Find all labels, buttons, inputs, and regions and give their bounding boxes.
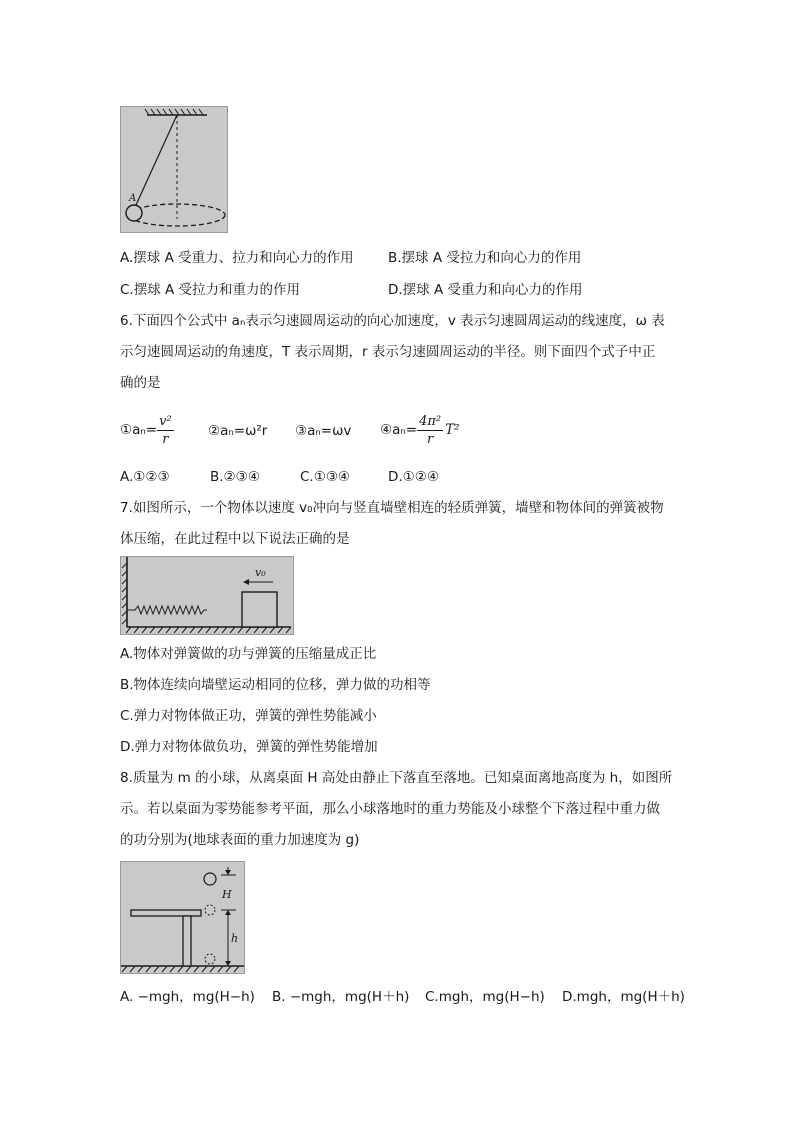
q7-option-a: A.物体对弹簧做的功与弹簧的压缩量成正比 [120, 646, 377, 662]
q6-formula-4 [380, 408, 460, 452]
q8-stem-line3: 的功分别为(地球表面的重力加速度为 g) [120, 832, 360, 848]
q6-formula-3: ③aₙ=ωv [295, 423, 352, 439]
q5-option-b: B.摆球 A 受拉力和向心力的作用 [388, 250, 582, 266]
q6-formula-1 [120, 408, 174, 452]
q7-option-c: C.弹力对物体做正功，弹簧的弹性势能减小 [120, 708, 377, 724]
q6-formula-1-prefix: ①aₙ= [120, 422, 158, 438]
pendulum-label-a: A [129, 193, 137, 204]
q8-stem-line2: 示。若以桌面为零势能参考平面，那么小球落地时的重力势能及小球整个下落过程中重力做 [120, 801, 660, 817]
q6-option-b: B.②③④ [210, 469, 260, 485]
q7-option-d: D.弹力对物体做负功，弹簧的弹性势能增加 [120, 739, 378, 755]
q7-stem-line2: 体压缩，在此过程中以下说法正确的是 [120, 531, 350, 547]
q6-formula-4-prefix: ④aₙ= [380, 422, 418, 438]
q5-option-c: C.摆球 A 受拉力和重力的作用 [120, 282, 301, 298]
q6-option-c: C.①③④ [300, 469, 351, 485]
q6-formula-4-fraction [417, 413, 443, 448]
q6-stem-line1: 6.下面四个公式中 aₙ表示匀速圆周运动的向心加速度，v 表示匀速圆周运动的线速度，ω 表 [120, 313, 665, 329]
q6-stem-line2: 示匀速圆周运动的角速度，T 表示周期，r 表示匀速圆周运动的半径。则下面四个式子中正 [120, 344, 656, 360]
q8-option-b: B. −mgh，mg(H＋h) [272, 989, 410, 1005]
spring-figure-label-v0: v₀ [255, 566, 266, 579]
spring-block-figure [120, 556, 294, 635]
q7-stem-line1: 7.如图所示，一个物体以速度 v₀冲向与竖直墙壁相连的轻质弹簧，墙壁和物体间的弹簧被物 [120, 500, 664, 516]
q8-option-c: C.mgh，mg(H−h) [425, 989, 545, 1005]
q6-formula-1-den: r [162, 431, 169, 447]
q6-formula-4-den: r [426, 431, 434, 447]
q5-option-d: D.摆球 A 受重力和向心力的作用 [388, 282, 583, 298]
q6-formula-1-fraction [157, 413, 174, 448]
q6-stem-line3: 确的是 [120, 375, 161, 391]
falling-figure-label-H: H [222, 888, 232, 901]
pendulum-figure [120, 106, 228, 233]
q6-formula-1-num: v² [159, 413, 172, 429]
q6-formula-2: ②aₙ=ω²r [208, 423, 268, 439]
q6-option-d: D.①②④ [388, 469, 439, 485]
q8-option-d: D.mgh，mg(H＋h) [562, 989, 685, 1005]
q5-option-a: A.摆球 A 受重力、拉力和向心力的作用 [120, 250, 354, 266]
q6-option-a: A.①②③ [120, 469, 170, 485]
q6-formula-4-num: 4π² [419, 413, 442, 429]
q6-formula-4-suffix: T² [445, 422, 460, 438]
falling-figure-label-h: h [231, 932, 239, 945]
q8-option-a: A. −mgh，mg(H−h) [120, 989, 255, 1005]
q7-option-b: B.物体连续向墙壁运动相同的位移，弹力做的功相等 [120, 677, 431, 693]
q8-stem-line1: 8.质量为 m 的小球，从离桌面 H 高处由静止下落直至落地。已知桌面离地高度为 h，如图所 [120, 770, 673, 786]
falling-ball-figure [120, 861, 245, 974]
